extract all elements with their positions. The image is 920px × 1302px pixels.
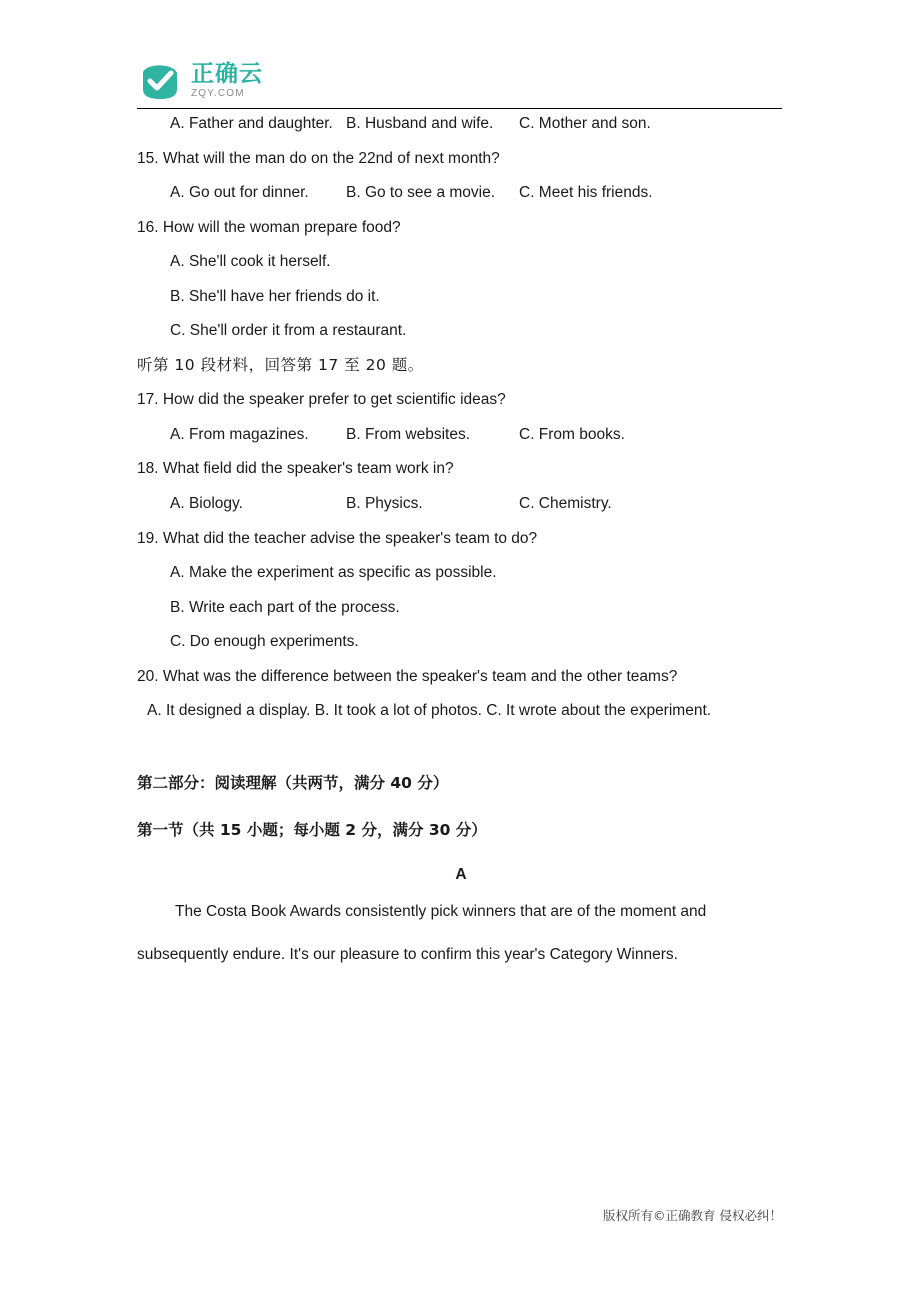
q20-options: A. It designed a display. B. It took a lot of photos. C. It wrote about the experiment. — [147, 702, 712, 720]
q18-options — [137, 492, 785, 516]
q19-stem: 19. What did the teacher advise the speaker's team to do? — [137, 529, 538, 547]
q17-option-c: C. From books. — [519, 425, 625, 443]
logo-en-text: ZQY.COM — [191, 88, 245, 99]
q15-stem: 15. What will the man do on the 22nd of next month? — [137, 149, 500, 167]
section-one-title: 第一节（共 15 小题；每小题 2 分，满分 30 分） — [137, 821, 487, 840]
logo-text — [191, 63, 263, 99]
q18-option-c: C. Chemistry. — [519, 495, 612, 513]
footer-copyright: 版权所有©正确教育 侵权必纠！ — [603, 1208, 782, 1223]
q14-option-a: A. Father and daughter. — [170, 115, 333, 132]
section-gap — [137, 734, 785, 772]
passage-paragraph-1: The Costa Book Awards consistently pick winners that are of the moment and — [175, 903, 707, 921]
header-divider — [137, 108, 782, 109]
q17-option-b: B. From websites. — [346, 425, 471, 443]
q16-option-c: C. She'll order it from a restaurant. — [170, 322, 407, 340]
part-two-title: 第二部分：阅读理解（共两节，满分 40 分） — [137, 773, 449, 792]
q15-option-a: A. Go out for dinner. — [170, 184, 309, 202]
q17-options — [137, 423, 785, 447]
q17-stem: 17. How did the speaker prefer to get scientific ideas? — [137, 391, 506, 409]
q19-option-a: A. Make the experiment as specific as possible. — [170, 564, 497, 582]
check-icon — [137, 58, 183, 104]
q15-option-c: C. Meet his friends. — [519, 184, 653, 202]
q19-option-b: B. Write each part of the process. — [170, 598, 400, 616]
q14-option-b: B. Husband and wife. — [346, 115, 494, 132]
document-content — [137, 112, 785, 981]
q18-option-b: B. Physics. — [346, 495, 423, 513]
passage-paragraph-2: subsequently endure. It's our pleasure to confirm this year's Category Winners. — [137, 945, 678, 963]
site-logo — [137, 58, 263, 104]
q16-option-b: B. She'll have her friends do it. — [170, 287, 380, 305]
q18-option-a: A. Biology. — [170, 495, 243, 513]
q18-stem: 18. What field did the speaker's team work in? — [137, 460, 454, 478]
q15-option-b: B. Go to see a movie. — [346, 184, 496, 202]
material-note-10: 听第 10 段材料，回答第 17 至 20 题。 — [137, 355, 424, 374]
passage-letter: A — [455, 866, 467, 884]
q15-options — [137, 181, 785, 205]
q17-option-a: A. From magazines. — [170, 425, 309, 443]
q20-stem: 20. What was the difference between the speaker's team and the other teams? — [137, 667, 678, 685]
q16-stem: 16. How will the woman prepare food? — [137, 218, 401, 236]
q16-option-a: A. She'll cook it herself. — [170, 253, 331, 271]
logo-cn-text: 正确云 — [191, 61, 263, 87]
q19-option-c: C. Do enough experiments. — [170, 633, 359, 651]
q14-option-c: C. Mother and son. — [519, 115, 651, 132]
q14-options — [137, 112, 785, 136]
